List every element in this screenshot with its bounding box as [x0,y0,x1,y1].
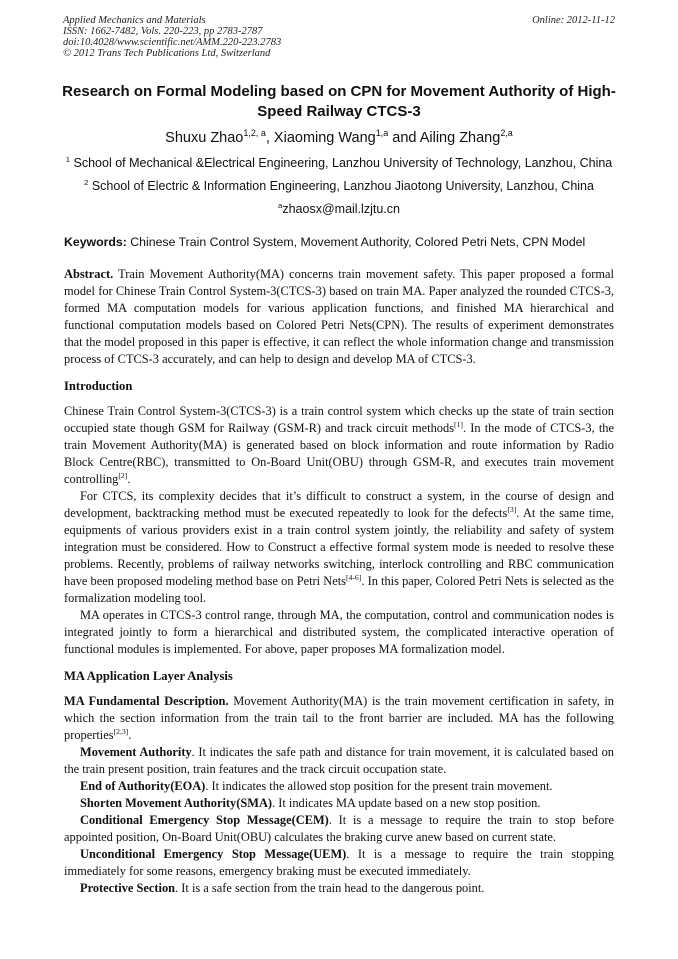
ma-property-item: End of Authority(EOA). It indicates the allowed stop position for the present train movement. [80,779,553,793]
keywords [64,235,624,249]
author-name: Shuxu Zhao [165,130,244,146]
affiliation-2: $^2$ School of Electric & Information Engineering, Lanzhou Jiaotong University, Lanzhou, China [84,177,594,193]
author-affiliation-mark: 1,2, a [243,128,266,139]
section-heading-introduction: Introduction [64,379,133,393]
paper-title: Research on Formal Modeling based on CPN for Movement Authority of High-Speed Railway CTCS-3 [62,83,616,120]
abstract-text: Train Movement Authority(MA) concerns train movement safety. This paper proposed a formal model for Chinese Train Control System-3(CTCS-3) based on train MA. Paper analyzed the rounded CTCS-3, formed MA computation models for various application functions, and finished MA hierarchical and functional computation models based on Colored Petri Nets(CPN). The results of experiment demonstrates that the model proposed in this paper is effective, it can reflect the whole information change and transmission process of CTCS-3 accurately, and can help to design and develop MA of CTCS-3. [64,267,614,366]
author-affiliation-mark: 1,a [375,128,389,139]
citation: [1] [454,419,463,429]
intro-paragraph-1: Chinese Train Control System-3(CTCS-3) is a train control system which checks up the state of train section occupied state though GSM for Railway (GSM-R) and track circuit methods[1]. In the mode of CTCS-3, the train Movement Authority(MA) is generated based on block information and route information by Radio Block Centre(RBC), transmitted to On-Board Unit(OBU) through GSM-R, and executes train movement controlling[2]. [64,404,614,486]
journal-header [63,15,615,59]
intro-paragraph-2: For CTCS, its complexity decides that it’s difficult to construct a system, in the course of design and development, backtracking method must be executed repeatedly to look for the defects[3]. At the same time, equipments of various providers exist in a train control system jointly, the reliability and safety of system integration must be considered. How to Construct a effective formal system mode is needed to resolve these problems. Recently, problems of railway networks switching, interlock controlling and RBC communication have been proposed modeling method base on Petri Nets[4-6]. In this paper, Colored Petri Nets is selected as the formalization modeling tool. [64,489,614,605]
author-affiliation-mark: 2,a [500,128,513,139]
citation: [3] [507,504,517,514]
doi-line: doi:10.4028/www.scientific.net/AMM.220-223.2783 [63,37,282,48]
author-list: Shuxu Zhao$^{1,2, a}$, Xiaoming Wang$^{1,a}$ and Ailing Zhang$^{2,a}$ [165,128,513,146]
abstract-label: Abstract. [64,267,114,281]
keywords-text: Chinese Train Control System, Movement Authority, Colored Petri Nets, CPN Model [126,235,586,249]
citation: [4-6] [345,572,362,582]
copyright-line: © 2012 Trans Tech Publications Ltd, Switzerland [63,48,271,59]
ma-property-item: Conditional Emergency Stop Message(CEM). It is a message to require the train to stop before appointed position, On-Board Unit(OBU) calculates the braking curve anew based on current state. [64,813,615,844]
citation: [2,3] [113,726,129,736]
intro-paragraph-3: MA operates in CTCS-3 control range, through MA, the computation, control and communication nodes is integrated jointly to form a hierarchical and distributed system, the complicated interactive operation of functional modules is implemented. For above, paper proposes MA formalization model. [64,608,614,656]
ma-property-item: Protective Section. It is a safe section from the train head to the dangerous point. [80,881,485,895]
subsection-label: MA Fundamental Description. [64,694,229,708]
section-heading-ma-application: MA Application Layer Analysis [64,669,233,683]
ma-property-item: Unconditional Emergency Stop Message(UEM). It is a message to require the train stopping immediately for some reasons, emergency braking must be executed immediately. [64,847,614,878]
keywords-label: Keywords: [64,235,127,249]
issn-line: ISSN: 1662-7482, Vols. 220-223, pp 2783-2787 [63,26,263,37]
citation: [2] [118,470,128,480]
paper-body [64,266,614,897]
author-email: $^a$zhaosx@mail.lzjtu.cn [278,200,400,216]
author-name: Xiaoming Wang [273,130,376,146]
ma-property-item: Movement Authority. It indicates the safe path and distance for train movement, it is calculated based on the train present position, train features and the track circuit occupation state. [64,745,614,776]
affiliation-1: $^1$ School of Mechanical &Electrical Engineering, Lanzhou University of Technology, Lanzhou, China [65,154,613,170]
author-name: Ailing Zhang [419,130,501,146]
journal-name: Applied Mechanics and Materials [63,15,206,26]
ma-fundamental-paragraph: MA Fundamental Description. Movement Authority(MA) is the train movement certification in safety, in which the section information from the train tail to the front barrier are included. MA has the following properties[2,3]. [64,694,614,742]
abstract [64,266,614,368]
online-date: Online: 2012-11-12 [532,15,615,26]
ma-property-item: Shorten Movement Authority(SMA). It indicates MA update based on a new stop position. [80,796,541,810]
